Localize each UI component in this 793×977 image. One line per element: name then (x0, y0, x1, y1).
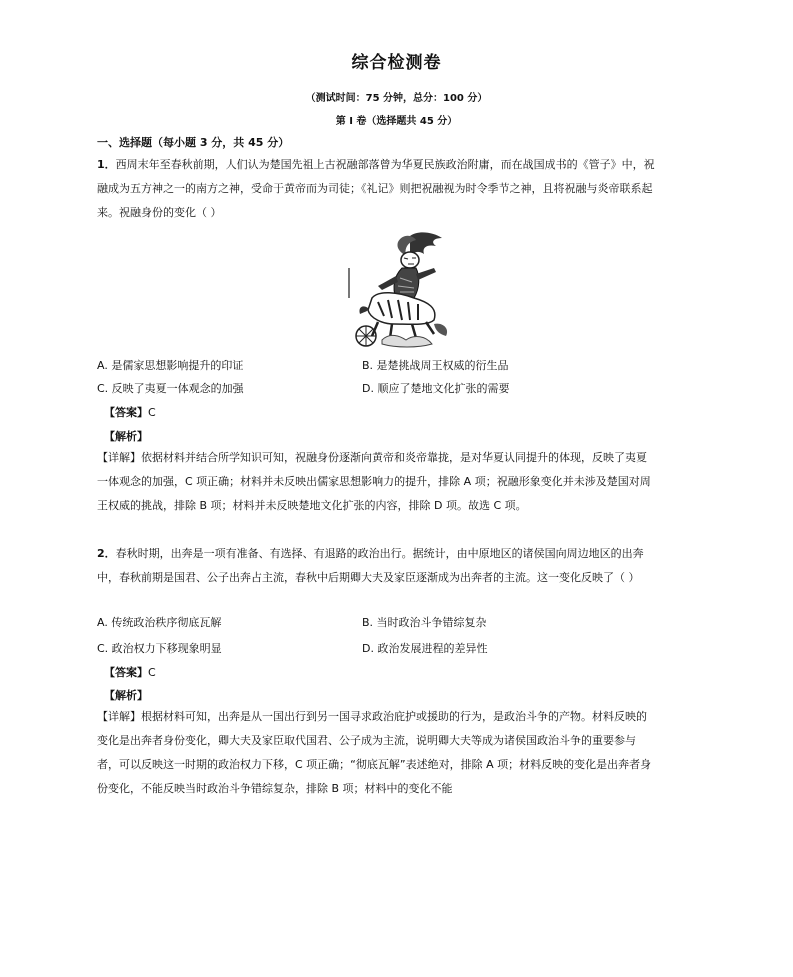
section-heading: 一、选择题（每小题 3 分，共 45 分） (97, 136, 290, 149)
answer-value: C (148, 666, 156, 679)
answer-label: 【答案】 (104, 666, 148, 679)
question-2-analysis-label: 【解析】 (104, 689, 148, 702)
question-1-text: 西周末年至春秋前期，人们认为楚国先祖上古祝融部落曾为华夏民族政治附庸，而在战国成书的《管子》中，祝融成为五方神之一的南方之神，受命于黄帝而为司徒；《礼记》则把祝融视为时令季节之神，且将祝融与炎帝联系起来。祝融身份的变化（ ） (97, 158, 655, 219)
question-1-analysis-label: 【解析】 (104, 430, 148, 443)
question-2-option-b: B. 当时政治斗争错综复杂 (362, 616, 487, 629)
question-2-answer (104, 664, 156, 680)
question-1-option-c: C. 反映了夷夏一体观念的加强 (97, 382, 244, 395)
question-1-answer (104, 404, 156, 420)
zhurong-illustration-icon (338, 228, 456, 352)
question-1-number: 1． (97, 158, 116, 171)
question-1-option-b: B. 是楚挑战周王权威的衍生品 (362, 359, 509, 372)
question-2-option-a: A. 传统政治秩序彻底瓦解 (97, 616, 222, 629)
question-2-number: 2． (97, 547, 116, 560)
question-1-stem (97, 153, 657, 225)
page-title: 综合检测卷 (351, 53, 442, 73)
question-2-detail: 【详解】根据材料可知，出奔是从一国出行到另一国寻求政治庇护或援助的行为，是政治斗争的产物。材料反映的变化是出奔者身份变化，卿大夫及家臣取代国君、公子成为主流，说明卿大夫等成为诸侯国政治斗争的重要参与者，可以反映这一时期的政治权力下移，C 项正确；“彻底瓦解”表述绝对，排除 A 项；材料反映的变化是出奔者身份变化，不能反映当时政治斗争错综复杂，排除 B 项；材料中的变化不能 (97, 710, 652, 795)
question-2-option-c: C. 政治权力下移现象明显 (97, 642, 222, 655)
question-2-stem (97, 542, 657, 590)
question-1-option-d: D. 顺应了楚地文化扩张的需要 (362, 382, 510, 395)
question-2-option-d: D. 政治发展进程的差异性 (362, 642, 488, 655)
question-1-option-a: A. 是儒家思想影响提升的印证 (97, 359, 244, 372)
question-1-detail: 【详解】依据材料并结合所学知识可知，祝融身份逐渐向黄帝和炎帝靠拢，是对华夏认同提升的体现，反映了夷夏一体观念的加强，C 项正确；材料并未反映出儒家思想影响力的提升，排除 A 项；祝融形象变化并未涉及楚国对周王权威的挑战，排除 B 项；材料并未反映楚地文化扩张的内容，排除 D 项。故选 C 项。 (97, 451, 651, 512)
answer-value: C (148, 406, 156, 419)
part-heading: 第 I 卷（选择题共 45 分） (335, 116, 458, 127)
question-2-text: 春秋时期，出奔是一项有准备、有选择、有退路的政治出行。据统计，由中原地区的诸侯国向周边地区的出奔中，春秋前期是国君、公子出奔占主流，春秋中后期卿大夫及家臣逐渐成为出奔者的主流。这一变化反映了（ ） (97, 547, 644, 584)
exam-info: （测试时间：75 分钟，总分：100 分） (305, 93, 488, 104)
answer-label: 【答案】 (104, 406, 148, 419)
